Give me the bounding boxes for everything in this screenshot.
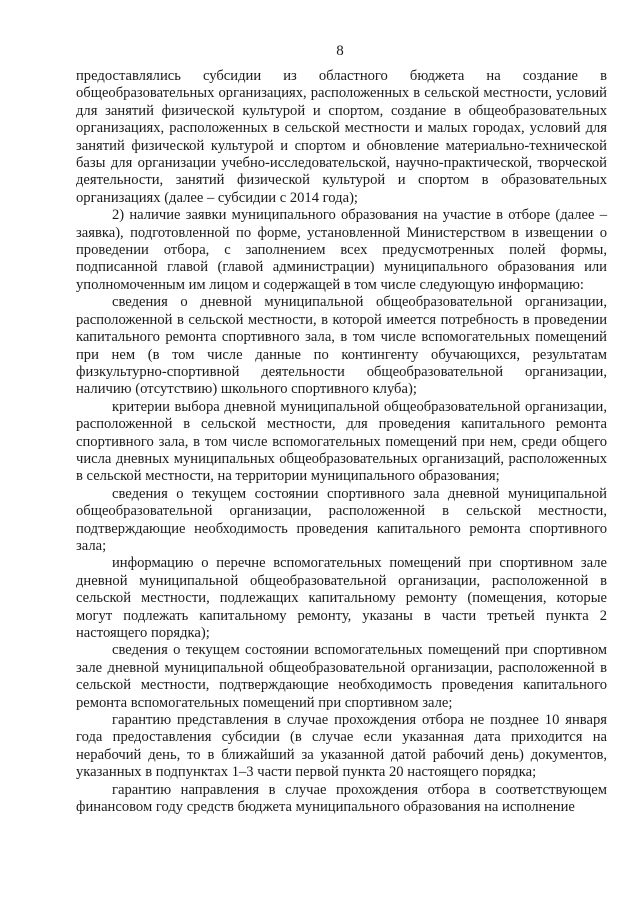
- paragraph-continuation: предоставлялись субсидии из областного бюджета на создание в общеобразовательных организациях, расположенных в сельской местности, условий для занятий физической культурой и спортом, создание в общеобразовательных организациях, расположенных в сельской местности и малых городах, условий для занятий физической культурой и спортом и обновление материально-технической базы для организации учебно-исследовательской, научно-практической, творческой деятельности, занятий физической культурой и спортом в образовательных организациях (далее – субсидии с 2014 года);: [76, 68, 607, 206]
- paragraph-funding-guarantee: гарантию направления в случае прохождения отбора в соответствующем финансовом году средств бюджета муниципального образования на исполнение: [76, 781, 607, 816]
- paragraph-auxiliary-rooms-condition: сведения о текущем состоянии вспомогательных помещений при спортивном зале дневной муниципальной общеобразовательной организации, расположенной в сельской местности, подтверждающие необходимость проведения капитального ремонта вспомогательных помещений при спортивном зале;: [76, 642, 607, 711]
- paragraph-organization-info: сведения о дневной муниципальной общеобразовательной организации, расположенной в сельской местности, в которой имеется потребность в проведении капитального ремонта спортивного зала, в том числе вспомогательных помещений при нем (в том числе данные по контингенту обучающихся, результатам физкультурно-спортивной деятельности общеобразовательной организации, наличию (отсутствию) школьного спортивного клуба);: [76, 294, 607, 398]
- document-body: [76, 68, 607, 816]
- paragraph-auxiliary-rooms-list: информацию о перечне вспомогательных помещений при спортивном зале дневной муниципальной общеобразовательной организации, расположенной в сельской местности, подлежащих капитальному ремонту (помещения, которые могут подлежать капитальному ремонту, указаны в части третьей пункта 2 настоящего порядка);: [76, 555, 607, 641]
- paragraph-application-requirement: 2) наличие заявки муниципального образования на участие в отборе (далее – заявка), подготовленной по форме, установленной Министерством в извещении о проведении отбора, с заполнением всех предусмотренных полей формы, подписанной главой (главой администрации) муниципального образования или уполномоченным им лицом и содержащей в том числе следующую информацию:: [76, 207, 607, 293]
- page-number: 8: [336, 43, 344, 59]
- paragraph-documents-guarantee: гарантию представления в случае прохождения отбора не позднее 10 января года предоставления субсидии (в случае если указанная дата приходится на нерабочий день, то в ближайший за указанной датой рабочий день) документов, указанных в подпунктах 1–3 части первой пункта 20 настоящего порядка;: [76, 712, 607, 781]
- paragraph-gym-condition: сведения о текущем состоянии спортивного зала дневной муниципальной общеобразовательной организации, расположенной в сельской местности, подтверждающие необходимость проведения капитального ремонта спортивного зала;: [76, 485, 607, 554]
- paragraph-selection-criteria: критерии выбора дневной муниципальной общеобразовательной организации, расположенной в сельской местности, для проведения капитального ремонта спортивного зала, в том числе вспомогательных помещений при нем, среди общего числа дневных муниципальных общеобразовательных организаций, расположенных в сельской местности, на территории муниципального образования;: [76, 398, 607, 485]
